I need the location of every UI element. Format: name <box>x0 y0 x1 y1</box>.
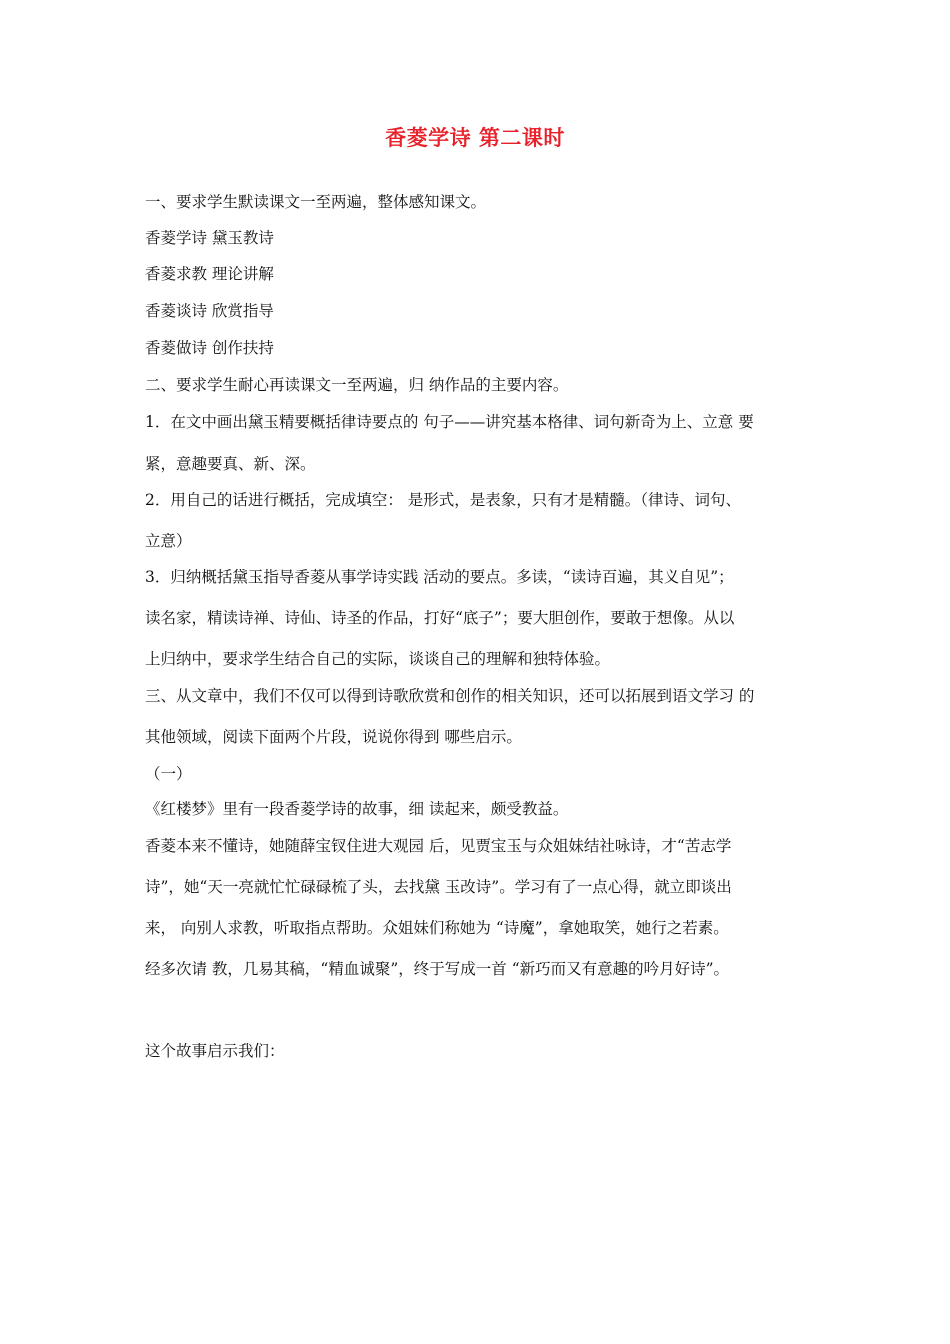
text-line: 香菱求教 理论讲解 <box>145 265 274 283</box>
text-line: 立意） <box>145 532 192 550</box>
text-line: 香菱谈诗 欣赏指导 <box>145 302 274 320</box>
text-line: 二、要求学生耐心再读课文一至两遍，归 纳作品的主要内容。 <box>145 376 569 394</box>
text-line: 1．在文中画出黛玉精要概括律诗要点的 句子——讲究基本格律、词句新奇为上、立意 要 <box>145 413 754 431</box>
text-line: 3．归纳概括黛玉指导香菱从事学诗实践 活动的要点。多读，“读诗百遍，其义自见”； <box>145 568 734 586</box>
text-line: 香菱本来不懂诗，她随薛宝钗住进大观园 后，见贾宝玉与众姐妹结社咏诗，才“苦志学 <box>145 837 732 855</box>
text-line: 其他领域，阅读下面两个片段，说说你得到 哪些启示。 <box>145 728 522 746</box>
text-line: （一） <box>145 765 192 783</box>
text-line: 来， 向别人求教，听取指点帮助。众姐妹们称她为 “诗魔”，拿她取笑，她行之若素。 <box>145 919 729 937</box>
text-line: 《红楼梦》里有一段香菱学诗的故事，细 读起来，颇受教益。 <box>145 800 569 818</box>
text-line: 紧，意趣要真、新、深。 <box>145 455 316 473</box>
text-line: 香菱学诗 黛玉教诗 <box>145 229 274 247</box>
text-line: 香菱做诗 创作扶持 <box>145 339 274 357</box>
text-line: 经多次请 教，几易其稿，“精血诚聚”，终于写成一首 “新巧而又有意趣的吟月好诗”。 <box>145 960 730 978</box>
text-line: 三、从文章中，我们不仅可以得到诗歌欣赏和创作的相关知识，还可以拓展到语文学习 的 <box>145 687 755 705</box>
page-title: 香菱学诗 第二课时 <box>385 126 565 150</box>
text-line: 2．用自己的话进行概括，完成填空： 是形式，是表象，只有才是精髓。（律诗、词句、 <box>145 491 742 509</box>
text-line: 上归纳中，要求学生结合自己的实际，谈谈自己的理解和独特体验。 <box>145 650 611 668</box>
text-line: 这个故事启示我们： <box>145 1042 285 1060</box>
text-line: 诗”，她“天一亮就忙忙碌碌梳了头，去找黛 玉改诗”。学习有了一点心得，就立即谈出 <box>145 878 732 896</box>
text-line: 读名家，精读诗禅、诗仙、诗圣的作品，打好“底子”；要大胆创作，要敢于想像。从以 <box>145 609 735 627</box>
text-line: 一、要求学生默读课文一至两遍，整体感知课文。 <box>145 193 487 211</box>
